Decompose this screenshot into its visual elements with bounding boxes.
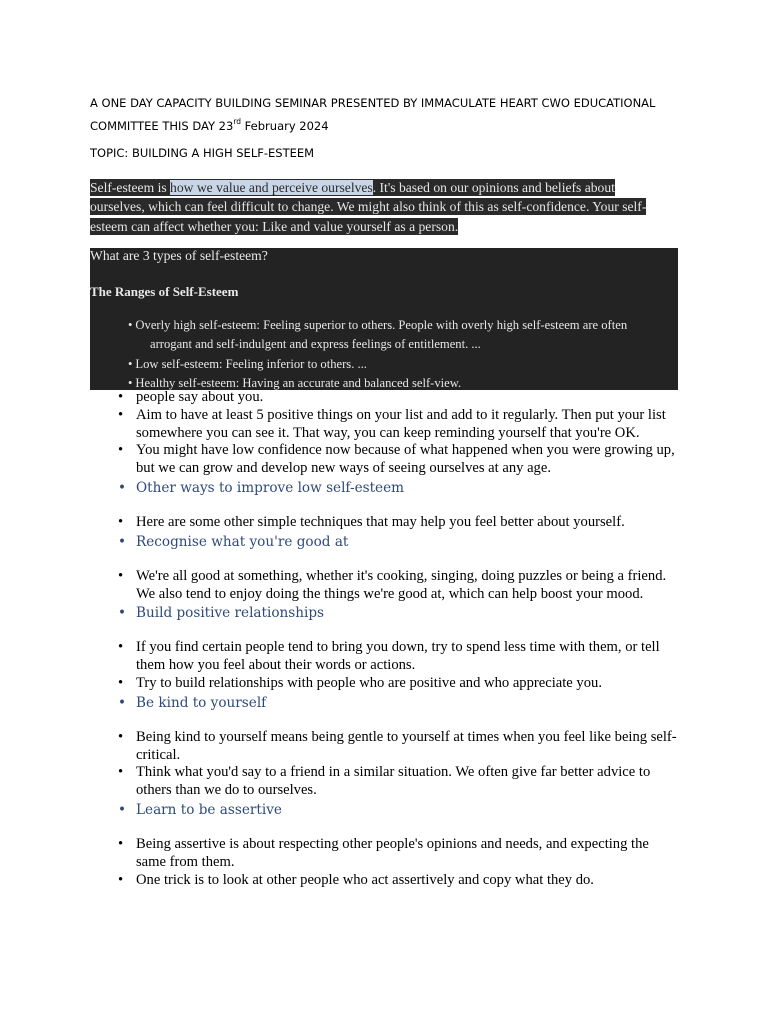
ranges-title: The Ranges of Self-Esteem: [90, 284, 239, 299]
section-subheading: • Learn to be assertive: [136, 800, 681, 820]
range-item: [128, 316, 668, 355]
intro-selected-text: how we value and perceive ourselves: [170, 180, 373, 195]
intro-text: [90, 179, 646, 235]
range-item-text: Healthy self-esteem: Having an accurate and balanced self-view.: [135, 375, 462, 390]
heading-line-2: [90, 113, 680, 136]
types-question: What are 3 types of self-esteem?: [90, 248, 268, 263]
heading-date-text: COMMITTEE THIS DAY 23: [90, 118, 234, 133]
list-item: • Being kind to yourself means being gentle to yourself at times when you feel like being self-critical.: [136, 729, 681, 765]
heading-month-text: February 2024: [241, 118, 329, 133]
list-item: • Here are some other simple techniques that may help you feel better about yourself.: [136, 514, 681, 532]
range-item-text: Overly high self-esteem: Feeling superior to others. People with overly high self-esteem are often: [135, 318, 628, 332]
section-subheading: • Be kind to yourself: [136, 693, 681, 713]
topic-line: TOPIC: BUILDING A HIGH SELF-ESTEEM: [90, 146, 315, 160]
list-item: • One trick is to look at other people who act assertively and copy what they do.: [136, 872, 681, 890]
list-item: • Think what you'd say to a friend in a similar situation. We often give far better advice to others than we do to ourselves.: [136, 764, 681, 800]
section-subheading: • Recognise what you're good at: [136, 532, 681, 552]
list-item: • Aim to have at least 5 positive things on your list and add to it regularly. Then put your list somewhere you can see it. That way, you can keep reminding yourself that you're OK.: [136, 407, 681, 443]
seminar-heading: [90, 93, 680, 136]
bullet-icon: •: [128, 356, 133, 371]
list-item: • You might have low confidence now because of what happened when you were growing up, but we can grow and develop new ways of seeing ourselves at any age.: [136, 442, 681, 478]
heading-date-suffix: rd: [233, 117, 242, 126]
range-item-text: Low self-esteem: Feeling inferior to others. ...: [135, 356, 367, 371]
list-item: • people say about you.: [136, 389, 681, 407]
ranges-list: [128, 316, 668, 393]
bullet-icon: •: [128, 318, 133, 332]
intro-pre: Self-esteem is: [90, 180, 171, 195]
section-subheading: • Build positive relationships: [136, 603, 681, 623]
list-item: • We're all good at something, whether it's cooking, singing, doing puzzles or being a friend. We also tend to enjoy doing the things we're good at, which can help boost your mood.: [136, 568, 681, 604]
types-box: [90, 248, 678, 390]
range-item-text-cont: arrogant and self-indulgent and express feelings of entitlement. ...: [150, 337, 481, 352]
section-subheading: • Other ways to improve low self-esteem: [136, 478, 681, 498]
intro-post: . It's based on our opinions and beliefs about ourselves, which can feel difficult to change. We might also think of this as self-confidence. Your self-esteem can affect whether you: Like and value yourself as a person.: [90, 180, 647, 234]
tips-list: [136, 389, 681, 889]
list-item: • Try to build relationships with people who are positive and who appreciate you.: [136, 675, 681, 693]
heading-line-1: A ONE DAY CAPACITY BUILDING SEMINAR PRESENTED BY IMMACULATE HEART CWO EDUCATIONAL: [90, 96, 656, 110]
intro-paragraph: [90, 178, 670, 236]
range-item: [128, 355, 668, 374]
bullet-icon: •: [128, 375, 133, 390]
list-item: • Being assertive is about respecting other people's opinions and needs, and expecting the same from them.: [136, 836, 681, 872]
list-item: • If you find certain people tend to bring you down, try to spend less time with them, or tell them how you feel about their words or actions.: [136, 639, 681, 675]
